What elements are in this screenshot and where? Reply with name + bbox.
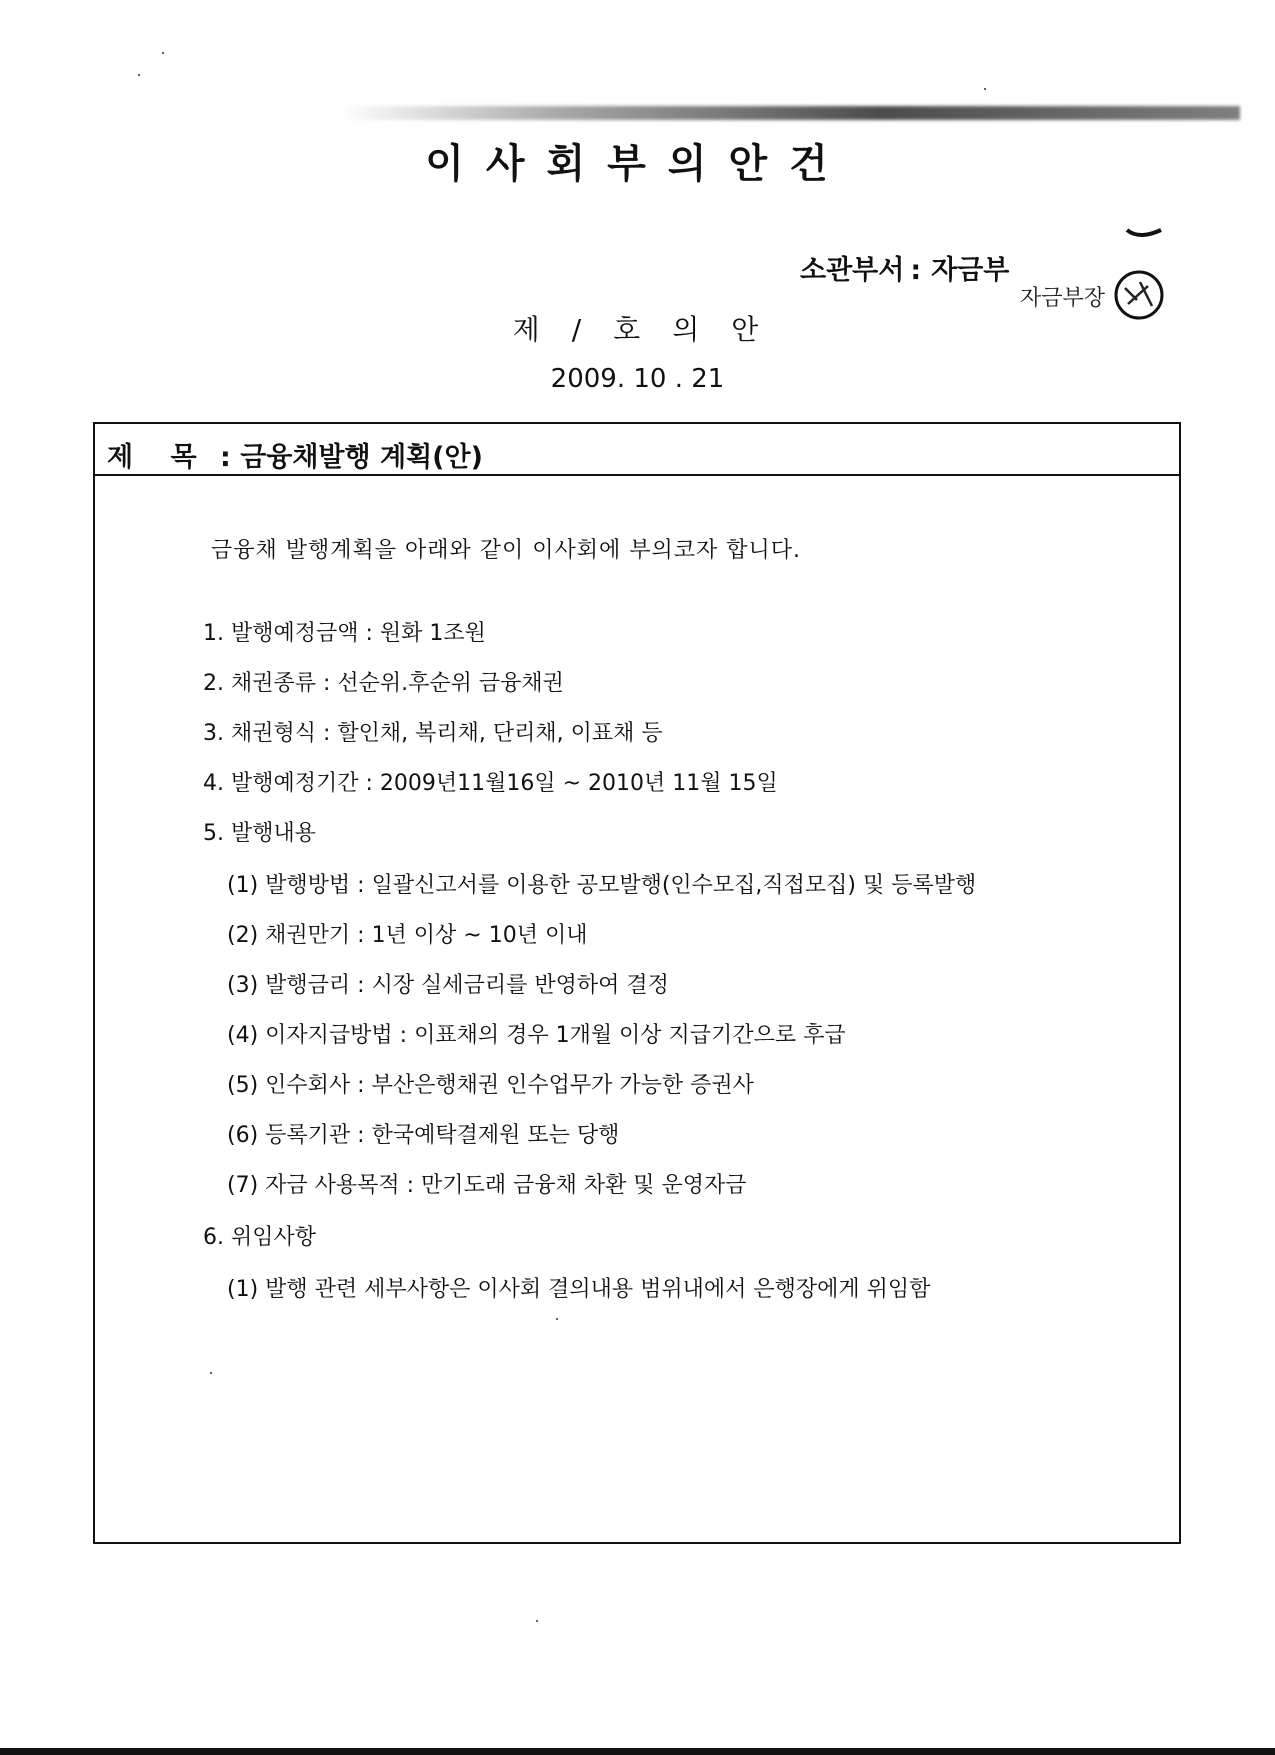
scan-speck (984, 88, 986, 90)
document-title: 이사회부의안건 (425, 141, 850, 187)
sub-list-item: (6) 등록기관 : 한국예탁결제원 또는 당행 (227, 1123, 620, 1148)
subject-label: 제 목 (107, 442, 211, 473)
sub-list-item: (5) 인수회사 : 부산은행채권 인수업무가 가능한 증권사 (227, 1073, 754, 1098)
department-value: 자금부 (931, 255, 1010, 286)
scan-speck (162, 52, 164, 54)
doc-number-part: 제 (512, 313, 544, 346)
doc-number-part: 호 (613, 313, 645, 346)
department-colon: : (910, 255, 922, 286)
list-item: 5. 발행내용 (203, 821, 316, 846)
list-item: 4. 발행예정기간 : 2009년11월16일 ~ 2010년 11월 15일 (203, 771, 778, 796)
scan-artifact-bar (340, 106, 1240, 120)
scan-speck (138, 74, 140, 76)
document-date: 2009. 10 . 21 (550, 364, 725, 394)
sub-list-item: (7) 자금 사용목적 : 만기도래 금융채 차환 및 운영자금 (227, 1173, 747, 1198)
subject-colon: : (210, 442, 241, 473)
sub-list-item: (2) 채권만기 : 1년 이상 ~ 10년 이내 (227, 923, 588, 948)
delegation-item: (1) 발행 관련 세부사항은 이사회 결의내용 범위내에서 은행장에게 위임함 (227, 1277, 931, 1302)
list-item: 2. 채권종류 : 선순위.후순위 금융채권 (203, 671, 564, 696)
content-frame (93, 422, 1181, 1544)
check-mark-icon (1125, 226, 1165, 240)
sub-list-item: (4) 이자지급방법 : 이표채의 경우 1개월 이상 지급기간으로 후급 (227, 1023, 846, 1048)
document-number (0, 308, 1275, 348)
stamp-label: 자금부장 (1020, 286, 1106, 311)
sub-list-item: (1) 발행방법 : 일괄신고서를 이용한 공모발행(인수모집,직접모집) 및 등록발행 (227, 873, 977, 898)
department-line (800, 248, 1009, 287)
subject-value: 금융채발행 계획(안) (240, 442, 483, 473)
delegation-heading: 6. 위임사항 (203, 1225, 316, 1250)
scan-speck (536, 1620, 538, 1622)
scan-bottom-edge (0, 1748, 1275, 1755)
list-item: 1. 발행예정금액 : 원화 1조원 (203, 621, 486, 646)
subject-row (95, 424, 1179, 476)
doc-number-part: 안 (731, 313, 763, 346)
intro-text: 금융채 발행계획을 아래와 같이 이사회에 부의코자 합니다. (211, 538, 802, 563)
sub-list-item: (3) 발행금리 : 시장 실세금리를 반영하여 결정 (227, 973, 669, 998)
doc-number-part: 의 (672, 313, 704, 346)
department-label: 소관부서 (800, 255, 905, 286)
list-item: 3. 채권형식 : 할인채, 복리채, 단리채, 이표채 등 (203, 721, 663, 746)
doc-number-part: / (571, 313, 586, 346)
